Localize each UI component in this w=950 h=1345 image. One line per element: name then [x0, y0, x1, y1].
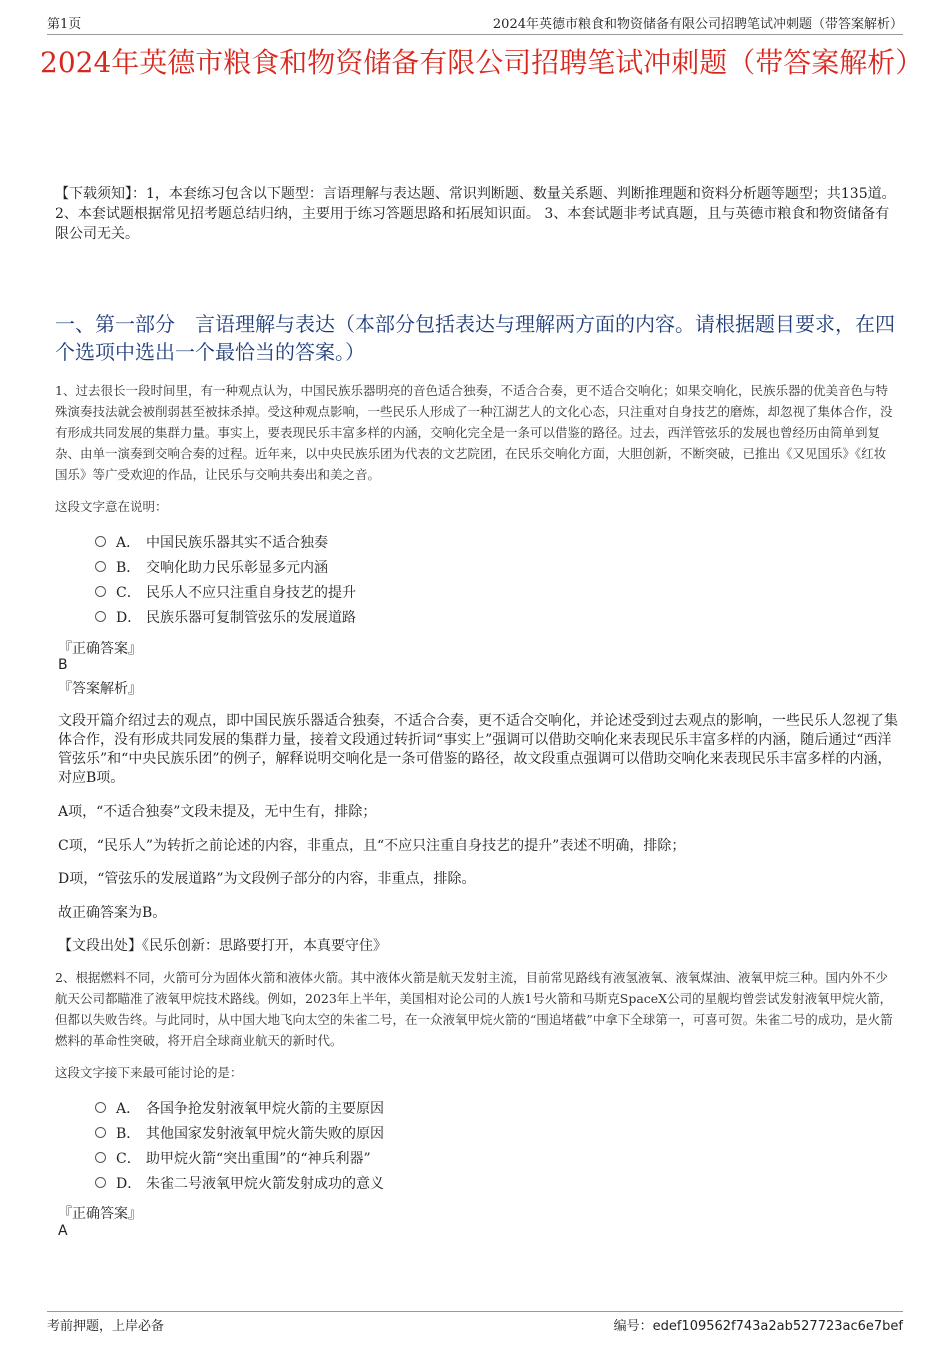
text-source: 【文段出处】《民乐创新：思路要打开，本真要守住》: [58, 938, 387, 954]
download-notice: 【下载须知】：1，本套练习包含以下题型：言语理解与表达题、常识判断题、数量关系题、判断推理题和资料分析题等题型；共135道。 2、本套试题根据常见招考题总结归纳，主要用于练习答题思路和拓展知识面。 3、本套试题非考试真题，且与英德市粮食和物资储备有限公司无关。: [55, 186, 896, 242]
page-header: [47, 12, 903, 35]
radio-icon[interactable]: [95, 561, 106, 572]
radio-icon[interactable]: [95, 1102, 106, 1113]
page-title: 2024年英德市粮食和物资储备有限公司招聘笔试冲刺题（带答案解析）: [40, 46, 924, 79]
question-2-text: 2、根据燃料不同，火箭可分为固体火箭和液体火箭。其中液体火箭是航天发射主流，目前常见路线有液氢液氧、液氧煤油、液氧甲烷三种。国内外不少航天公司都瞄准了液氧甲烷技术路线。例如，2023年上半年，美国相对论公司的人族1号火箭和马斯克SpaceX公司的星舰均曾尝试发射液氧甲烷火箭，但都以失败告终。与此同时，从中国大地飞向太空的朱雀二号，在一众液氧甲烷火箭的“围追堵截”中拿下全球第一，可喜可贺。朱雀二号的成功，是火箭燃料的革命性突破，将开启全球商业航天的新时代。: [55, 970, 893, 1048]
question-1-options: [95, 529, 356, 629]
analysis-line-c: C项，“民乐人”为转折之前论述的内容，非重点，且“不应只注重自身技艺的提升”表述不明确，排除；: [58, 838, 686, 854]
option-d[interactable]: D． 朱雀二号液氧甲烷火箭发射成功的意义: [95, 1170, 384, 1195]
footer-slogan: 考前押题，上岸必备: [47, 1319, 165, 1334]
option-d[interactable]: D． 民族乐器可复制管弦乐的发展道路: [95, 604, 356, 629]
radio-icon[interactable]: [95, 1152, 106, 1163]
answer-label: 『正确答案』: [58, 1206, 142, 1222]
analysis-line-a: A项，“不适合独奏”文段未提及，无中生有，排除；: [58, 804, 377, 820]
analysis-conclusion: 故正确答案为B。: [58, 905, 167, 921]
section-title: 一、第一部分 言语理解与表达（本部分包括表达与理解两方面的内容。请根据题目要求，在四个选项中选出一个最恰当的答案。）: [55, 312, 895, 364]
analysis-label: 『答案解析』: [58, 681, 142, 697]
question-2-prompt: 这段文字接下来最可能讨论的是：: [55, 1065, 243, 1080]
option-a[interactable]: A． 各国争抢发射液氧甲烷火箭的主要原因: [95, 1095, 384, 1120]
radio-icon[interactable]: [95, 1177, 106, 1188]
option-c[interactable]: C． 助甲烷火箭“突出重围”的“神兵利器”: [95, 1145, 384, 1170]
analysis-line-d: D项，“管弦乐的发展道路”为文段例子部分的内容，非重点，排除。: [58, 871, 476, 887]
answer-value: B: [58, 657, 68, 673]
question-1-text: 1、过去很长一段时间里，有一种观点认为，中国民族乐器明亮的音色适合独奏，不适合合奏，更不适合交响化；如果交响化，民族乐器的优美音色与特殊演奏技法就会被削弱甚至被抹杀掉。受这种观点影响，一些民乐人形成了一种江湖艺人的文化心态，只注重对自身技艺的磨炼，却忽视了集体合作，没有形成共同发展的集群力量。事实上，要表现民乐丰富多样的内涵，交响化完全是一条可以借鉴的路径。过去，西洋管弦乐的发展也曾经历由简单到复杂、由单一演奏到交响合奏的过程。近年来，以中央民族乐团为代表的文艺院团，在民乐交响化方面，大胆创新，不断突破，已推出《又见国乐》《红妆国乐》等广受欢迎的作品，让民乐与交响共奏出和美之音。: [55, 383, 893, 482]
page-footer: [47, 1311, 903, 1334]
option-a[interactable]: A． 中国民族乐器其实不适合独奏: [95, 529, 356, 554]
option-c[interactable]: C． 民乐人不应只注重自身技艺的提升: [95, 579, 356, 604]
page-number: 第1页: [47, 17, 82, 32]
question-2-options: [95, 1095, 384, 1195]
option-b[interactable]: B． 交响化助力民乐彰显多元内涵: [95, 554, 356, 579]
header-doc-title: 2024年英德市粮食和物资储备有限公司招聘笔试冲刺题（带答案解析）: [492, 17, 903, 32]
option-b[interactable]: B． 其他国家发射液氧甲烷火箭失败的原因: [95, 1120, 384, 1145]
radio-icon[interactable]: [95, 586, 106, 597]
answer-value: A: [58, 1223, 68, 1239]
question-1-prompt: 这段文字意在说明：: [55, 499, 168, 514]
footer-code: 编号：edef109562f743a2ab527723ac6e7bef: [613, 1319, 903, 1334]
answer-label: 『正确答案』: [58, 641, 142, 657]
analysis-text: 文段开篇介绍过去的观点，即中国民族乐器适合独奏，不适合合奏，更不适合交响化，并论述受到过去观点的影响，一些民乐人忽视了集体合作，没有形成共同发展的集群力量，接着文段通过转折词“事实上”强调可以借助交响化来表现民乐丰富多样的内涵，随后通过“西洋管弦乐”和“中央民族乐团”的例子，解释说明交响化是一条可借鉴的路径，故文段重点强调可以借助交响化来表现民乐丰富多样的内涵，对应B项。: [58, 713, 898, 786]
radio-icon[interactable]: [95, 536, 106, 547]
radio-icon[interactable]: [95, 1127, 106, 1138]
radio-icon[interactable]: [95, 611, 106, 622]
